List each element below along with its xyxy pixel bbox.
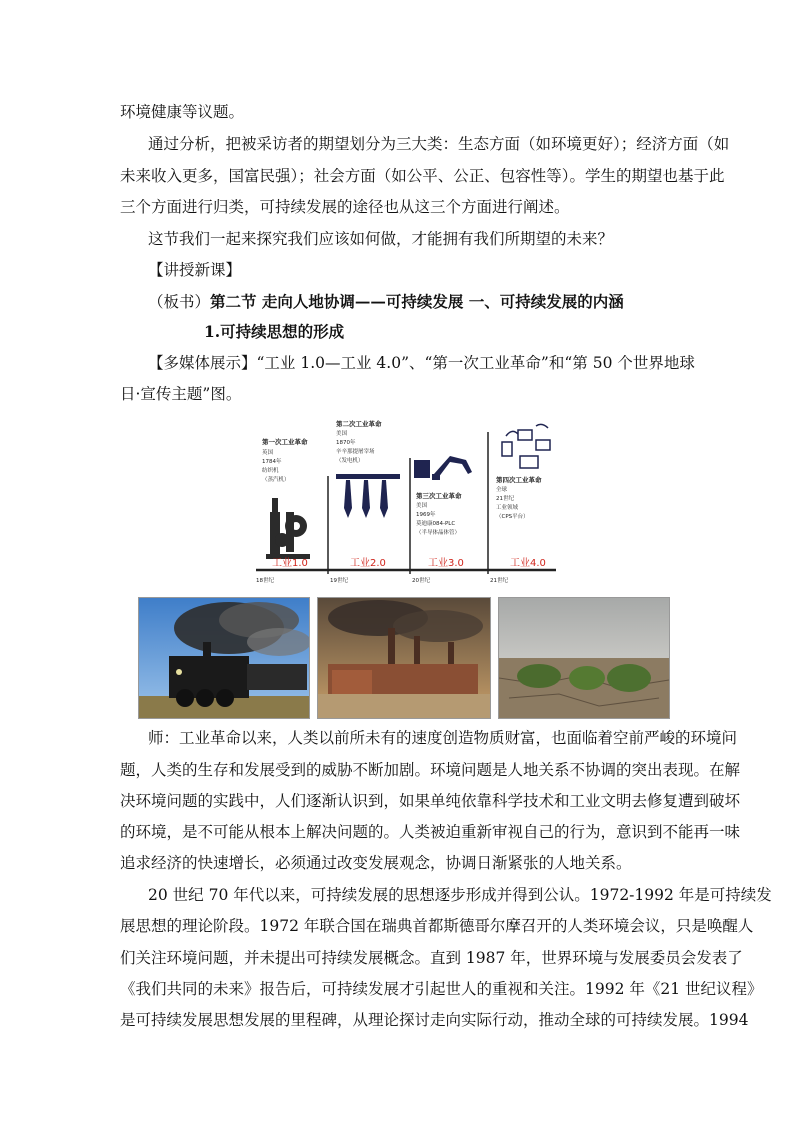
subsection-heading: 1.可持续思想的形成	[204, 322, 345, 341]
stage3-title: 第三次工业革命	[416, 492, 462, 500]
stage3-year: 1969年	[416, 512, 436, 518]
paragraph-line: 通过分析，把被采访者的期望划分为三大类：生态方面（如环境更好）；经济方面（如	[148, 135, 730, 153]
stage3-country: 美国	[416, 503, 428, 509]
slaughterhouse-conveyor-icon	[336, 474, 400, 518]
stage3-label: 工业3.0	[428, 558, 464, 569]
stage2-label: 工业2.0	[350, 558, 386, 569]
stage1-title: 第一次工业革命	[262, 438, 308, 446]
stage1-country: 英国	[262, 450, 274, 456]
paragraph-line: 环境健康等议题。	[120, 103, 245, 121]
stage2-country: 美国	[336, 431, 348, 437]
paragraph-line: 的环境，是不可能从根本上解决问题的。人类被迫重新审视自己的行为，意识到不能再一味	[120, 823, 741, 841]
stage4-label: 工业4.0	[510, 558, 546, 569]
tick-label: 21世纪	[490, 578, 508, 584]
stage2-title: 第二次工业革命	[336, 420, 382, 428]
stage2-year: 1870年	[336, 440, 356, 446]
paragraph-line: 展思想的理论阶段。1972 年联合国在瑞典首都斯德哥尔摩召开的人类环境会议，只是唤醒人	[120, 917, 754, 935]
spinning-machine-icon	[266, 498, 310, 559]
stage2-item: 辛辛那提屠宰场	[336, 449, 375, 455]
smokestack-factory-photo	[317, 597, 491, 719]
tick-label: 18世纪	[256, 578, 274, 584]
paragraph-line: 日·宣传主题”图。	[120, 385, 242, 403]
stage4-title: 第四次工业革命	[496, 476, 542, 484]
paragraph-line: 师：工业革命以来，人类以前所未有的速度创造物质财富，也面临着空前严峻的环境问	[148, 729, 738, 747]
steam-locomotive-photo	[138, 597, 310, 719]
paragraph-line: 20 世纪 70 年代以来，可持续发展的思想逐步形成并得到公认。1972-1992 年是可持续发	[148, 886, 772, 904]
paragraph-line: 决环境问题的实践中，人们逐渐认识到，如果单纯依靠科学技术和工业文明去修复遭到破坏	[120, 792, 741, 810]
stage3-item: 莫迪康084-PLC	[416, 521, 456, 527]
stage1-label: 工业1.0	[272, 558, 308, 569]
stage4-note: （CPS平台）	[496, 514, 529, 520]
stage2-note: （发电机）	[336, 458, 364, 464]
drought-earth-photo	[498, 597, 670, 719]
stage4-year: 21世纪	[496, 496, 514, 502]
stage1-item: 纺织机	[262, 468, 279, 474]
paragraph-line: 这节我们一起来探究我们应该如何做，才能拥有我们所期望的未来？	[148, 230, 614, 248]
industry-timeline-figure	[250, 416, 560, 586]
stage3-note: （半导体晶体管）	[416, 530, 461, 536]
paragraph-line: 题，人类的生存和发展受到的威胁不断加剧。环境问题是人地关系不协调的突出表现。在解	[120, 761, 741, 779]
stage1-note: （蒸汽机）	[262, 477, 290, 483]
paragraph-line: 三个方面进行归类，可持续发展的途径也从这三个方面进行阐述。	[120, 198, 570, 216]
paragraph-line: 《我们共同的未来》报告后，可持续发展才引起世人的重视和关注。1992 年《21 世纪议程》	[120, 980, 763, 998]
board-prefix: （板书）	[148, 293, 211, 311]
paragraph-line: 是可持续发展思想发展的里程碑，从理论探讨走向实际行动，推动全球的可持续发展。1994	[120, 1011, 749, 1029]
paragraph-line: 【多媒体展示】“工业 1.0—工业 4.0”、“第一次工业革命”和“第 50 个世界地球	[148, 354, 695, 372]
board-title: 第二节 走向人地协调——可持续发展 一、可持续发展的内涵	[210, 292, 624, 311]
tick-label: 20世纪	[412, 578, 430, 584]
stage4-item: 工业领域	[496, 505, 519, 511]
paragraph-line: 们关注环境问题，并未提出可持续发展概念。直到 1987 年，世界环境与发展委员会发表了	[120, 949, 743, 967]
paragraph-line: 未来收入更多，国富民强）；社会方面（如公平、公正、包容性等）。学生的期望也基于此	[120, 167, 725, 185]
stage4-country: 全球	[496, 487, 508, 493]
section-heading: 【讲授新课】	[148, 261, 242, 279]
connected-devices-icon	[502, 424, 550, 468]
tick-label: 19世纪	[330, 578, 348, 584]
paragraph-line: 追求经济的快速增长，必须通过改变发展观念，协调日渐紧张的人地关系。	[120, 854, 632, 872]
board-heading	[148, 292, 624, 312]
robot-arm-icon	[414, 456, 472, 480]
stage1-year: 1784年	[262, 459, 282, 465]
